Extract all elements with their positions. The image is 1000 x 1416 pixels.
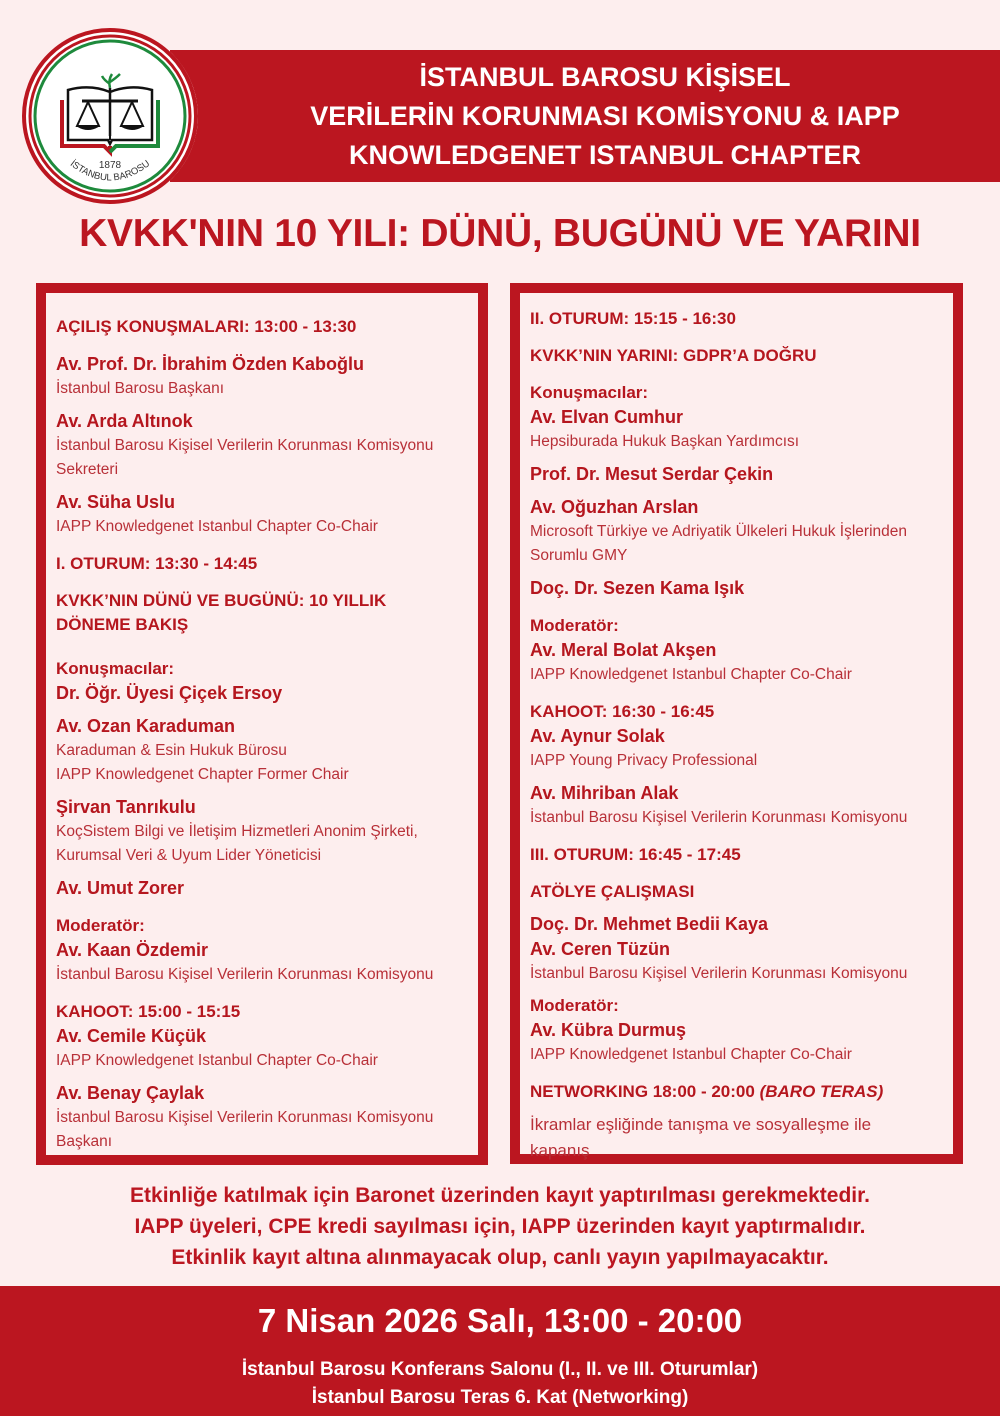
speaker-title: Sorumlu GMY [530,547,628,564]
header-line: İSTANBUL BAROSU KİŞİSEL [419,61,791,92]
speaker-title: İstanbul Barosu Kişisel Verilerin Korunması Komisyonu [530,965,908,982]
moderator-label: Moderatör: [56,916,145,935]
speaker-title: Hepsiburada Hukuk Başkan Yardımcısı [530,433,800,450]
session-3-topic: ATÖLYE ÇALIŞMASI [530,882,695,901]
speaker-name: Prof. Dr. Mesut Serdar Çekin [530,464,774,484]
event-location: İstanbul Barosu Teras 6. Kat (Networking) [311,1387,689,1408]
speaker-name: Av. Ozan Karaduman [56,716,236,736]
moderator-title: IAPP Knowledgenet Istanbul Chapter Co-Chair [530,666,852,683]
moderator-name: Av. Kübra Durmuş [530,1020,687,1040]
registration-notice [0,1180,1000,1273]
speaker-title: Sekreteri [56,461,119,478]
opening-heading: AÇILIŞ KONUŞMALARI: 13:00 - 13:30 [56,317,357,336]
networking-heading [530,1080,943,1104]
speaker-title: KoçSistem Bilgi ve İletişim Hizmetleri Anonim Şirketi, [56,823,418,840]
event-location: İstanbul Barosu Konferans Salonu (I., II. ve III. Oturumlar) [241,1359,759,1380]
event-date: 7 Nisan 2026 Salı, 13:00 - 20:00 [257,1302,743,1339]
moderator-label: Moderatör: [530,996,619,1015]
speaker-name: Dr. Öğr. Üyesi Çiçek Ersoy [56,683,283,703]
istanbul-barosu-logo [22,28,198,204]
speaker-title: İstanbul Barosu Başkanı [56,380,225,397]
person-name: Av. Aynur Solak [530,726,665,746]
speaker-title: Microsoft Türkiye ve Adriyatik Ülkeleri Hukuk İşlerinden [530,523,908,540]
notice-line: Etkinliğe katılmak için Baronet üzerinden kayıt yaptırılması gerekmektedir. [130,1184,870,1207]
speakers-label: Konuşmacılar: [530,383,649,402]
person-title: IAPP Knowledgenet Istanbul Chapter Co-Chair [56,1052,378,1069]
speaker-name: Şirvan Tanrıkulu [56,797,196,817]
scales-of-justice-book-icon [22,28,198,204]
speaker-name: Av. Oğuzhan Arslan [530,497,699,517]
moderator-title: İstanbul Barosu Kişisel Verilerin Korunması Komisyonu [56,966,434,983]
person-name: Av. Benay Çaylak [56,1083,205,1103]
session-1-topic: KVKK’NIN DÜNÜ VE BUGÜNÜ: 10 YILLIK [56,591,387,610]
networking-location: (BARO TERAS) [759,1082,884,1101]
moderator-name: Av. Meral Bolat Akşen [530,640,717,660]
speaker-name: Av. Elvan Cumhur [530,407,684,427]
speaker-name: Av. Umut Zorer [56,878,185,898]
svg-text:İSTANBUL BAROSU: İSTANBUL BAROSU [67,158,153,184]
session-2-topic: KVKK’NIN YARINI: GDPR’A DOĞRU [530,346,817,365]
networking-desc: İkramlar eşliğinde tanışma ve sosyalleşme ile [530,1115,872,1134]
session-2-heading: II. OTURUM: 15:15 - 16:30 [530,309,736,328]
program-box-right [510,283,963,1164]
event-footer [0,1286,1000,1416]
speaker-title: IAPP Knowledgenet Istanbul Chapter Co-Chair [56,518,378,535]
speaker-name: Av. Ceren Tüzün [530,939,671,959]
header-line: VERİLERİN KORUNMASI KOMİSYONU & IAPP [310,100,900,131]
page-title: KVKK'NIN 10 YILI: DÜNÜ, BUGÜNÜ VE YARINI [79,212,921,255]
moderator-label: Moderatör: [530,616,619,635]
session-1-topic: DÖNEME BAKIŞ [56,615,189,634]
kahoot-1-heading: KAHOOT: 15:00 - 15:15 [56,1002,241,1021]
kahoot-2-heading: KAHOOT: 16:30 - 16:45 [530,702,715,721]
speaker-name: Doç. Dr. Sezen Kama Işık [530,578,745,598]
speaker-name: Av. Arda Altınok [56,411,193,431]
person-title: İstanbul Barosu Kişisel Verilerin Korunması Komisyonu [530,809,908,826]
program-box-left [36,283,488,1165]
speaker-title: Kurumsal Veri & Uyum Lider Yöneticisi [56,847,322,864]
moderator-title: IAPP Knowledgenet Istanbul Chapter Co-Chair [530,1046,852,1063]
person-title: Başkanı [56,1133,113,1150]
networking-desc: kapanış [530,1141,590,1160]
speaker-title: İstanbul Barosu Kişisel Verilerin Korunması Komisyonu [56,437,434,454]
notice-line: IAPP üyeleri, CPE kredi sayılması için, IAPP üzerinden kayıt yaptırmalıdır. [134,1215,866,1238]
svg-text:1878: 1878 [98,160,122,171]
networking-time: NETWORKING 18:00 - 20:00 [530,1082,755,1101]
person-title: IAPP Young Privacy Professional [530,752,758,769]
speaker-name: Av. Süha Uslu [56,492,176,512]
session-3-heading: III. OTURUM: 16:45 - 17:45 [530,845,741,864]
session-1-heading: I. OTURUM: 13:30 - 14:45 [56,554,258,573]
person-name: Av. Mihriban Alak [530,783,679,803]
speakers-label: Konuşmacılar: [56,659,175,678]
header-line: KNOWLEDGENET ISTANBUL CHAPTER [349,139,861,170]
notice-line: Etkinlik kayıt altına alınmayacak olup, canlı yayın yapılmayacaktır. [171,1246,829,1269]
moderator-name: Av. Kaan Özdemir [56,940,209,960]
speaker-name: Av. Prof. Dr. İbrahim Özden Kaboğlu [56,354,365,374]
header-banner [170,50,1000,182]
speaker-title: IAPP Knowledgenet Chapter Former Chair [56,766,349,783]
person-title: İstanbul Barosu Kişisel Verilerin Korunması Komisyonu [56,1109,434,1126]
speaker-title: Karaduman & Esin Hukuk Bürosu [56,742,287,759]
person-name: Av. Cemile Küçük [56,1026,207,1046]
speaker-name: Doç. Dr. Mehmet Bedii Kaya [530,914,769,934]
